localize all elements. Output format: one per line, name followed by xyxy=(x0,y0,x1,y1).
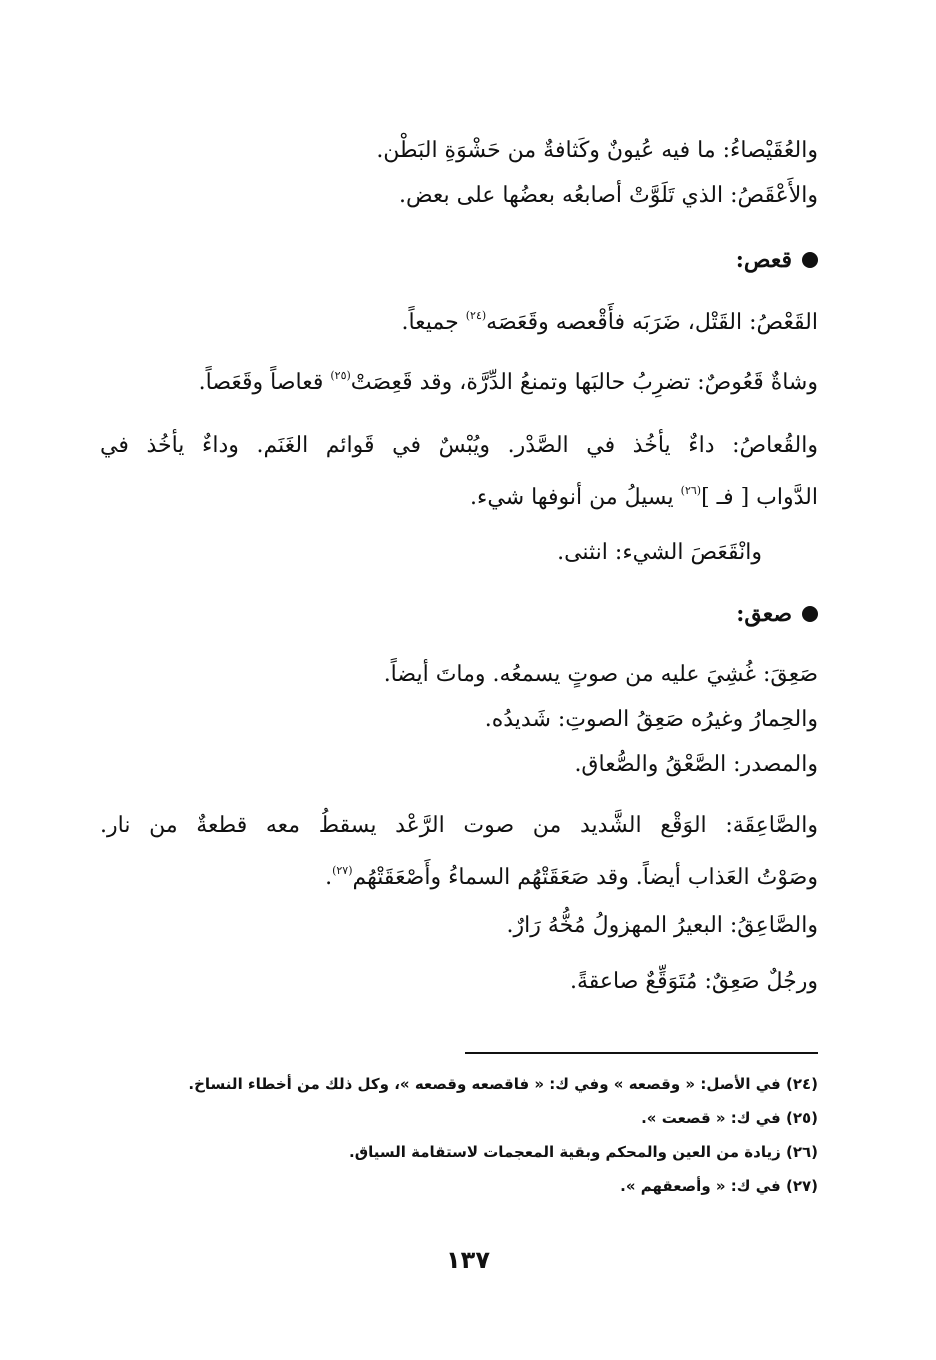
bullet-icon xyxy=(802,606,818,622)
entry-line: والعُقَيْصاءُ: ما فيه عُيونٌ وكَثافةٌ من حَشْوَةِ البَطْن. xyxy=(376,138,818,163)
bullet-icon xyxy=(802,252,818,268)
footnote-divider xyxy=(465,1052,818,1054)
entry-line: وشاةٌ قَعُوصٌ: تضرِبُ حالبَها وتمنعُ الدِّرَّة، وقد قَعِصَتْ$^{(٢٥)}$ قعاصاً وقَعَصاً. xyxy=(198,369,818,395)
entry-line: ورجُلٌ صَعِقٌ: مُتَوَقِّعٌ صاعقةً. xyxy=(570,969,818,994)
entry-line: القَعْصُ: القَتْل، ضَرَبَه فأَقْعصه وقَعَصَه$^{(٢٤)}$ جميعاً. xyxy=(401,309,818,335)
entry-line: والصَّاعِقُ: البعيرُ المهزولُ مُخُّهُ رَارٌ. xyxy=(506,913,818,938)
entry-line: صَعِقَ: غُشِيَ عليه من صوتٍ يسمعُه. وماتَ أيضاً. xyxy=(383,662,818,687)
footnote-ref[interactable]: (٢٧) xyxy=(332,864,353,877)
footnote-ref[interactable]: (٢٤) xyxy=(465,309,487,322)
footnote-ref[interactable]: (٢٦) xyxy=(680,484,702,497)
entry-line: الدَّواب [ فـ ]$^{(٢٦)}$ يسيلُ من أنوفها شيء. xyxy=(470,484,818,510)
footnote: (٢٤) في الأصل: « وقصعه » وفي ك: « فاقصعه وقصعه »، وكل ذلك من أخطاء النساخ. xyxy=(188,1075,818,1093)
entry-line: والمصدر: الصَّعْقُ والصُّعاق. xyxy=(574,752,818,777)
entry-line: وانْقَعَصَ الشيء: انثنى. xyxy=(557,540,762,565)
page-number: ١٣٧ xyxy=(446,1246,490,1274)
entry-line: والحِمارُ وغيرُه صَعِقُ الصوتِ: شَديدُه. xyxy=(484,707,818,732)
entry-line: والقُعاصُ: داءٌ يأخُذ في الصَّدْر. ويُبْسٌ في قَوائم الغَنَم. وداءٌ يأخُذ في xyxy=(100,433,818,458)
section-heading: قعص: xyxy=(736,240,818,280)
footnote: (٢٦) زيادة من العين والمحكم وبقية المعجمات لاستقامة السياق. xyxy=(349,1143,818,1161)
entry-line: والصَّاعِقَة: الوَقْع الشَّديد من صوت الرَّعْد يسقطُ معه قطعةٌ من نار. xyxy=(100,813,818,838)
footnote-ref[interactable]: (٢٥) xyxy=(330,369,351,382)
section-heading: صعق: xyxy=(736,594,818,634)
footnote: (٢٧) في ك: « وأصعقهم ». xyxy=(620,1177,818,1195)
entry-line: والأَعْقَصُ: الذي تَلَوَّتْ أصابعُه بعضُها على بعض. xyxy=(398,183,818,208)
entry-line: وصَوْتُ العَذاب أيضاً. وقد صَعَقَتْهُم السماءُ وأَصْعَقَتْهُم$^{(٢٧)}$. xyxy=(325,864,818,890)
footnote: (٢٥) في ك: « قصعت ». xyxy=(641,1109,818,1127)
